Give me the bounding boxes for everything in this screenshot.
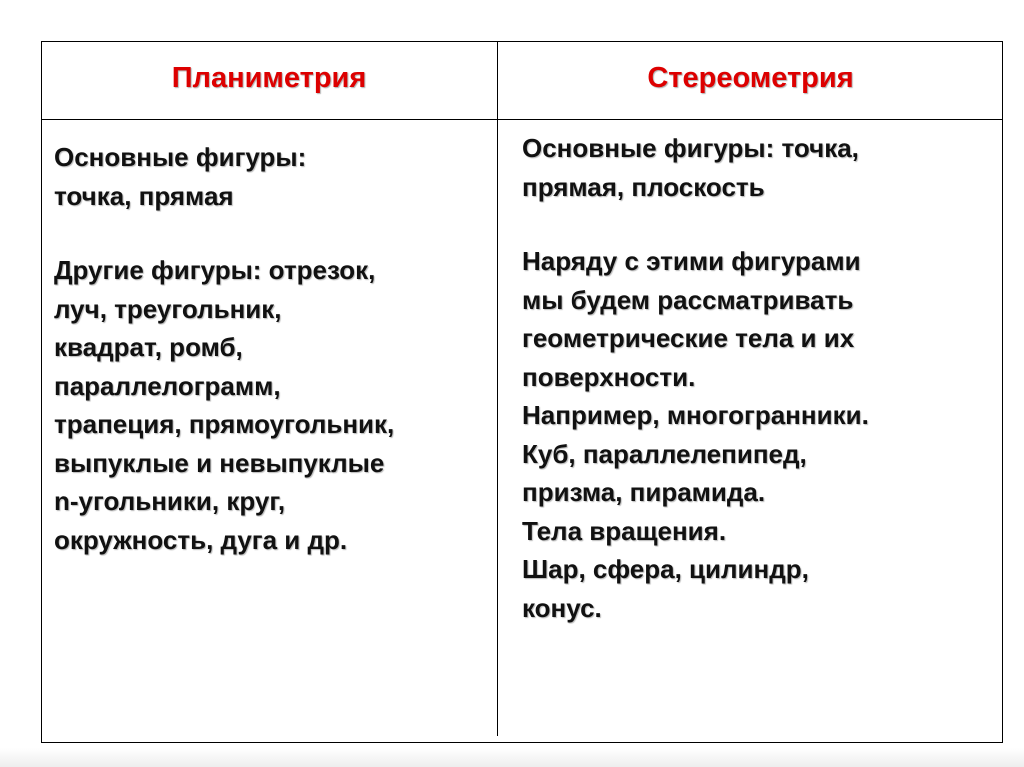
- text-line: Шар, сфера, цилиндр,: [522, 554, 809, 584]
- text-line: Основные фигуры:: [54, 142, 307, 172]
- text-line: квадрат, ромб,: [54, 332, 243, 362]
- text-line: выпуклые и невыпуклые: [54, 447, 385, 478]
- text-line: мы будем рассматривать: [522, 284, 854, 315]
- slide-bottom-shade: [0, 748, 1024, 767]
- text-line: Куб, параллелепипед,: [522, 438, 807, 469]
- column-divider: [497, 41, 498, 736]
- text-line: Тела вращения.: [522, 515, 727, 546]
- text-line: параллелограмм,: [54, 370, 281, 401]
- text-line: n-угольники, круг,: [54, 486, 286, 516]
- text-line: окружность, дуга и др.: [54, 524, 348, 555]
- paragraph-gap: [54, 215, 394, 251]
- text-line: точка, прямая: [54, 180, 234, 211]
- header-stereometry: Стереометрия: [647, 62, 854, 94]
- text-line: Например, многогранники.: [522, 400, 869, 430]
- text-line: Наряду с этими фигурами: [522, 246, 861, 276]
- text-line: трапеция, прямоугольник,: [54, 409, 395, 439]
- stereometry-text: [522, 129, 869, 627]
- text-line: Основные фигуры: точка,: [522, 133, 859, 163]
- planimetry-text: [54, 138, 394, 559]
- text-line: конус.: [522, 592, 602, 623]
- text-line: прямая, плоскость: [522, 171, 765, 202]
- header-planimetry: Планиметрия: [171, 62, 367, 94]
- text-line: Другие фигуры: отрезок,: [54, 255, 376, 285]
- text-line: луч, треугольник,: [54, 293, 282, 324]
- header-divider: [41, 119, 1003, 120]
- paragraph-gap: [522, 206, 869, 242]
- text-line: геометрические тела и их: [522, 323, 855, 353]
- text-line: призма, пирамида.: [522, 477, 766, 507]
- text-line: поверхности.: [522, 361, 696, 392]
